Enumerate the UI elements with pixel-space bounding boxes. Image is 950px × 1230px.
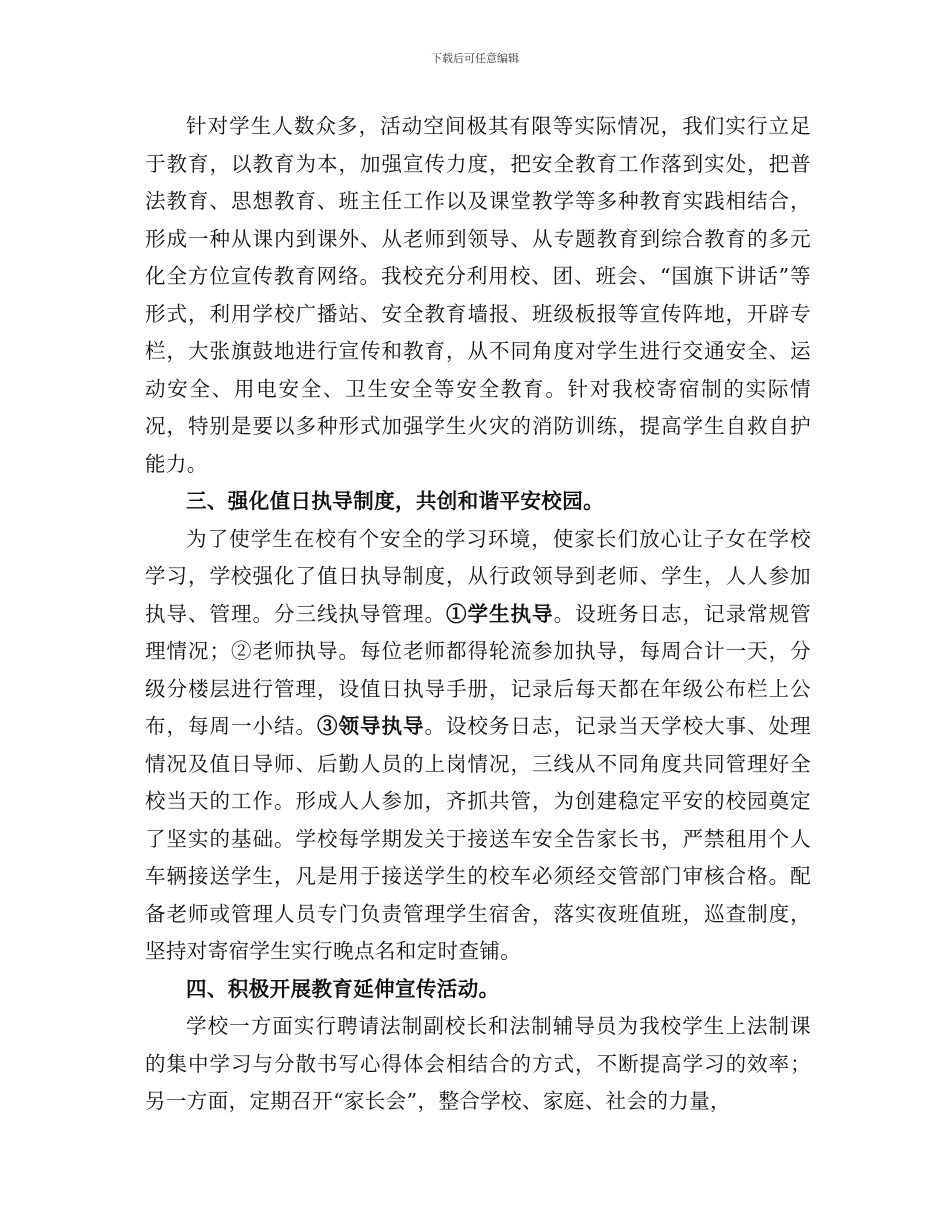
paragraph-safety-education: 针对学生人数众多，活动空间极其有限等实际情况，我们实行立足于教育，以教育为本，加强宣传力度，把安全教育工作落到实处，把普法教育、思想教育、班主任工作以及课堂教学等多种教育实践相结合，形成一种从课内到课外、从老师到领导、从专题教育到综合教育的多元化全方位宣传教育网络。我校充分利用校、团、班会、“国旗下讲话”等形式，利用学校广播站、安全教育墙报、班级板报等宣传阵地，开辟专栏，大张旗鼓地进行宣传和教育，从不同角度对学生进行交通安全、运动安全、用电安全、卫生安全等安全教育。针对我校寄宿制的实际情况，特别是要以多种形式加强学生火灾的消防训练，提高学生自救自护能力。 bbox=[145, 114, 811, 476]
page-header: 下载后可任意编辑 bbox=[431, 52, 519, 65]
paragraph-duty-system bbox=[145, 521, 811, 971]
paragraph-text-segment: 。设校务日志，记录当天学校大事、处理情况及值日导师、后勤人员的上岗情况，三线从不同角度共同管理好全校当天的工作。形成人人参加，齐抓共管，为创建稳定平安的校园奠定了坚实的基础。学校每学期发关于接送车安全告家长书，严禁租用个人车辆接送学生，凡是用于接送学生的校车必须经交管部门审核合格。配备老师或管理人员专门负责管理学生宿舍，落实夜班值班，巡查制度，坚持对寄宿学生实行晚点名和定时查铺。 bbox=[145, 714, 811, 963]
bold-phrase-student-duty: ①学生执导 bbox=[446, 601, 554, 626]
bold-phrase-leader-duty: ③领导执导 bbox=[317, 714, 425, 738]
paragraph-text-segment: 。设班务日志，记录常规管理情况；②老师执导。每位老师都得轮流参加执导，每周合计一天，分级分楼层进行管理，设值日执导手册，记录后每天都在年级公布栏上公布，每周一小结。 bbox=[145, 601, 811, 738]
section-heading-4: 四、积极开展教育延伸宣传活动。 bbox=[186, 976, 500, 1001]
section-heading-3: 三、强化值日执导制度，共创和谐平安校园。 bbox=[186, 489, 604, 513]
paragraph-text-segment: 为了使学生在校有个安全的学习环境，使家长们放心让子女在学校学习，学校强化了值日执导制度，从行政领导到老师、学生，人人参加执导、管理。分三线执导管理。 bbox=[145, 526, 811, 626]
document-body bbox=[145, 108, 811, 1121]
paragraph-extension-activities: 学校一方面实行聘请法制副校长和法制辅导员为我校学生上法制课的集中学习与分散书写心得体会相结合的方式，不断提高学习的效率；另一方面，定期召开“家长会”，整合学校、家庭、社会的力量， bbox=[145, 1014, 811, 1113]
